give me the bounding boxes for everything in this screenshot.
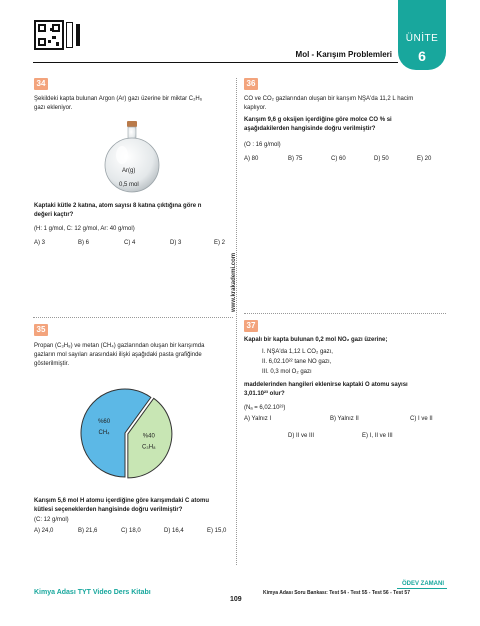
qr-side-icon (76, 24, 80, 46)
q37-item-3: III. 0,3 mol O₂ gazı (262, 369, 312, 375)
q34-option-c[interactable]: C) 4 (124, 240, 136, 246)
q35-option-d[interactable]: D) 16,4 (164, 528, 184, 534)
website-vertical-text: www.krakademi.com (231, 252, 237, 312)
q34-text-line1: Şekildeki kapta bulunan Argon (Ar) gazı üzerine bir miktar C₂H₆ (34, 96, 203, 102)
qr-finder-icon (38, 24, 46, 32)
q37-option-d[interactable]: D) II ve III (288, 433, 315, 439)
question-number-36: 36 (244, 78, 258, 90)
q36-text-line2: kaplıyor. (244, 105, 267, 111)
q34-question-line2: değeri kaçtır? (34, 212, 74, 218)
q35-question-line2: kütlesi seçeneklerden hangisinde doğru verilmiştir? (34, 507, 183, 513)
pie-percent-label: %60 (98, 419, 111, 426)
q37-item-2: II. 6,02.10²² tane NO gazı, (262, 359, 332, 365)
chapter-title: Mol - Karışım Problemleri (295, 50, 392, 59)
q34-given: (H: 1 g/mol, C: 12 g/mol, Ar: 40 g/mol) (34, 226, 135, 232)
q37-given: (Nₐ = 6,02.10²³) (244, 405, 286, 411)
qr-finder-icon (52, 24, 60, 32)
q35-option-e[interactable]: E) 15,0 (207, 528, 227, 534)
q36-question-line2: aşağıdakilerden hangisinde doğru verilmiştir? (244, 126, 376, 132)
section-divider (33, 317, 233, 318)
column-divider (236, 78, 237, 565)
question-number-35: 35 (34, 324, 48, 336)
q37-option-b[interactable]: B) Yalnız II (330, 416, 359, 422)
q36-option-c[interactable]: C) 60 (331, 156, 346, 162)
pie-slice-label: CH₄ (98, 430, 110, 437)
q37-question-line1: maddelerinden hangileri eklenirse kaptaki O atomu sayısı (244, 382, 408, 388)
q34-text-line2: gazı ekleniyor. (34, 105, 73, 111)
pie-chart (70, 383, 190, 483)
q35-given: (C: 12 g/mol) (34, 517, 69, 523)
q37-option-e[interactable]: E) I, II ve III (362, 433, 393, 439)
unit-number: 6 (418, 48, 426, 64)
homework-label: ÖDEV ZAMANI (402, 581, 444, 587)
q35-text-line2: gazların mol sayıları arasındaki ilişki aşağıdaki pasta grafiğinde (34, 352, 202, 358)
q35-option-b[interactable]: B) 21,6 (78, 528, 98, 534)
flask-gas-label: Ar(g) (122, 168, 136, 174)
q34-option-e[interactable]: E) 2 (214, 240, 226, 246)
homework-text: Kimya Adası Soru Bankası: Test 54 - Test 55 - Test 56 - Test 57 (263, 590, 410, 596)
section-divider (244, 313, 446, 314)
q34-option-a[interactable]: A) 3 (34, 240, 46, 246)
q36-option-e[interactable]: E) 20 (417, 156, 432, 162)
question-number-37: 37 (244, 320, 258, 332)
q37-text-line1: Kapalı bir kapta bulunan 0,2 mol NO₂ gazı üzerine; (244, 337, 388, 343)
q36-text-line1: CO ve CO₂ gazlarından oluşan bir karışım NŞA'da 11,2 L hacim (244, 96, 414, 102)
q36-option-b[interactable]: B) 75 (288, 156, 303, 162)
homework-rule (397, 588, 447, 589)
flask-amount-label: 0,5 mol (119, 182, 139, 188)
q35-text-line3: gösterilmiştir. (34, 361, 70, 367)
q34-option-b[interactable]: B) 6 (78, 240, 90, 246)
q35-question-line1: Karışım 5,6 mol H atomu içerdiğine göre karışımdaki C atomu (34, 498, 210, 504)
q35-option-c[interactable]: C) 18,0 (121, 528, 141, 534)
book-title: Kimya Adası TYT Video Ders Kitabı (34, 589, 151, 596)
q37-question-line2: 3,01.10²³ olur? (244, 391, 285, 397)
q36-given: (O : 16 g/mol) (244, 142, 281, 148)
q36-question-line1: Karışım 9,6 g oksijen içerdiğine göre molce CO % si (244, 117, 392, 123)
page-number: 109 (230, 596, 242, 603)
qr-side-icon (66, 22, 73, 48)
q35-option-a[interactable]: A) 24,0 (34, 528, 54, 534)
header-rule (33, 62, 398, 63)
qr-code[interactable] (34, 20, 64, 50)
q37-option-a[interactable]: A) Yalnız I (244, 416, 272, 422)
unit-tab (398, 0, 446, 70)
unit-label: ÜNİTE (405, 33, 439, 44)
qr-finder-icon (38, 38, 46, 46)
pie-slice-label: C₃H₈ (141, 444, 156, 451)
q35-text-line1: Propan (C₃H₈) ve metan (CH₄) gazlarından oluşan bir karışımda (34, 343, 205, 349)
q36-option-a[interactable]: A) 80 (244, 156, 259, 162)
question-number-34: 34 (34, 78, 48, 90)
q37-item-1: I. NŞA'da 1,12 L CO₂ gazı, (262, 349, 333, 355)
q34-question-line1: Kaptaki kütle 2 katına, atom sayısı 8 katına çıktığına göre n (34, 203, 202, 209)
q34-option-d[interactable]: D) 3 (170, 240, 182, 246)
q37-option-c[interactable]: C) I ve II (410, 416, 433, 422)
q36-option-d[interactable]: D) 50 (374, 156, 389, 162)
pie-percent-label: %40 (142, 433, 155, 440)
